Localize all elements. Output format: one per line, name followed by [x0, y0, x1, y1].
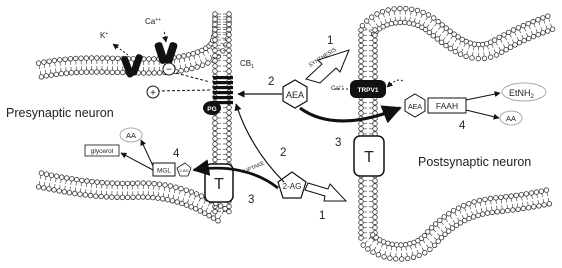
aea-uptake-arrow: [300, 108, 400, 121]
mgl-enzyme: [153, 163, 175, 176]
arachidonic-acid-right: [500, 111, 522, 125]
step-3-2ag-uptake: 3: [248, 194, 255, 206]
inhibition-sign: [163, 63, 175, 76]
step-2-aea-binding: 2: [268, 76, 275, 88]
synthesis-arrow-2ag: [305, 183, 346, 201]
svg-text:T: T: [364, 149, 374, 166]
presynaptic-membrane-bottom: [36, 171, 227, 223]
pg-protein: [203, 101, 221, 115]
mgl-to-aa-arrow: [141, 140, 153, 166]
postsynaptic-label: Postsynaptic neuron: [418, 155, 532, 169]
trpv1-channel: [350, 80, 386, 98]
faah-to-etnh-arrow: [466, 93, 500, 100]
svg-text:glycerol: glycerol: [90, 148, 114, 155]
step-4-mgl: 4: [173, 148, 180, 160]
svg-text:FAAH: FAAH: [435, 101, 459, 111]
glycerol-product: [85, 145, 119, 156]
svg-text:PG: PG: [207, 106, 217, 113]
uptake-label: UPTAKE: [243, 160, 266, 175]
potassium-label: K+: [100, 31, 109, 40]
step-2-2ag-binding: 2: [280, 147, 287, 159]
ethanolamine-product: [502, 83, 546, 101]
postsynaptic-membrane-mid: [359, 28, 378, 241]
step-3-aea-uptake: 3: [335, 137, 342, 149]
faah-enzyme: [428, 98, 466, 113]
step-1-synthesis-aea: 1: [327, 35, 334, 47]
calcium-label: Ca++: [145, 17, 162, 26]
svg-text:TRPV1: TRPV1: [357, 87, 379, 94]
step-1-synthesis-2ag: 1: [319, 210, 326, 222]
cb1-label: $CB_1$: [240, 59, 254, 70]
svg-text:AA: AA: [125, 131, 137, 140]
svg-text:2-AG: 2-AG: [282, 182, 302, 191]
postsynaptic-membrane-top: [360, 6, 555, 61]
svg-text:AEA: AEA: [407, 104, 423, 111]
svg-text:−: −: [166, 64, 172, 76]
trpv1-activation-arrow: [387, 80, 404, 87]
two-ag-molecule: [278, 172, 306, 198]
svg-text:EtNH2: EtNH$_2$: [509, 88, 534, 100]
svg-text:AA: AA: [505, 114, 517, 123]
arachidonic-acid-left: [120, 128, 142, 142]
aea-molecule-intracellular: [405, 94, 425, 117]
step-4-faah: 4: [459, 120, 466, 132]
aea-molecule: [283, 80, 307, 108]
svg-text:AEA: AEA: [285, 90, 305, 100]
synthesis-label: SYNTHESIS: [307, 47, 338, 69]
two-ag-intracellular: [177, 163, 191, 176]
calcium-post-label: Ca++: [331, 84, 344, 92]
activation-sign: [147, 86, 159, 99]
faah-to-aa-arrow: [466, 110, 499, 118]
svg-text:2-AG: 2-AG: [179, 168, 189, 173]
transporter-postsynaptic: [354, 136, 384, 176]
svg-text:+: +: [150, 88, 156, 99]
svg-text:T: T: [214, 176, 224, 193]
svg-text:MGL: MGL: [156, 167, 172, 175]
postsynaptic-membrane-bottom: [361, 188, 552, 262]
presynaptic-label: Presynaptic neuron: [6, 106, 114, 120]
